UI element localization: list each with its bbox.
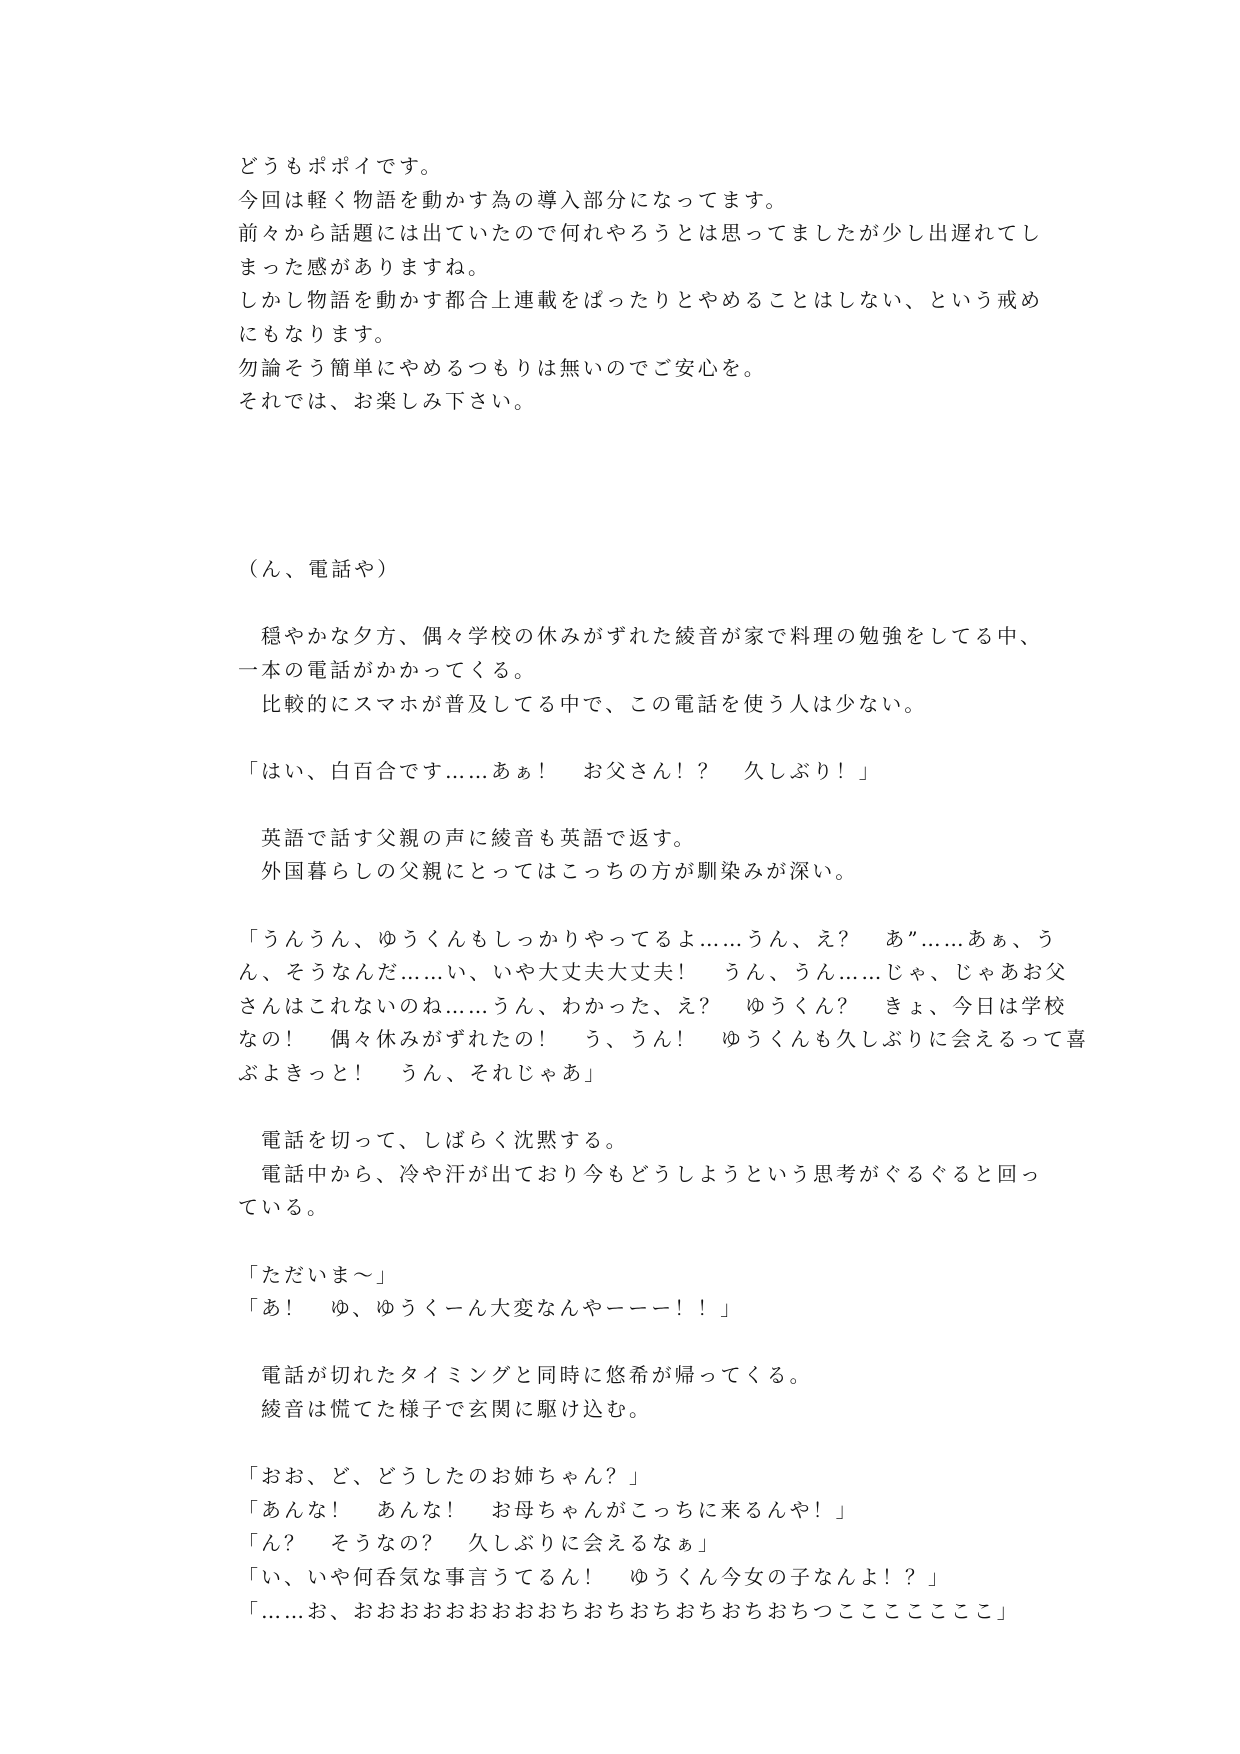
text-line bbox=[238, 1326, 1018, 1360]
text-line: それでは、お楽しみ下さい。 bbox=[238, 389, 537, 414]
text-line: 綾音は慌てた様子で玄関に駆け込む。 bbox=[238, 1396, 652, 1421]
text-line: 電話を切って、しばらく沈黙する。 bbox=[238, 1128, 629, 1153]
text-line bbox=[238, 1225, 1018, 1259]
text-line bbox=[238, 520, 1018, 554]
text-line: 比較的にスマホが普及してる中で、この電話を使う人は少ない。 bbox=[238, 691, 928, 716]
text-line: さんはこれないのね……うん、わかった、え？ ゆうくん？ きょ、今日は学校 bbox=[238, 993, 1068, 1018]
text-line: 「ただいま～」 bbox=[238, 1262, 399, 1287]
text-line bbox=[238, 1091, 1018, 1125]
text-line: なの！ 偶々休みがずれたの！ う、うん！ ゆうくんも久しぶりに会えるって喜 bbox=[238, 1027, 1089, 1052]
text-line: 今回は軽く物語を動かす為の導入部分になってます。 bbox=[238, 187, 789, 212]
text-line: ん、そうなんだ……い、いや大丈夫大丈夫！ うん、うん……じゃ、じゃあお父 bbox=[238, 960, 1069, 985]
text-line: 「おお、ど、どうしたのお姉ちゃん？」 bbox=[238, 1464, 652, 1489]
text-line: 「……お、おおおおおおおおおちおちおちおちおちおちつこここここここ」 bbox=[238, 1598, 1020, 1623]
text-line: ぶよきっと！ うん、それじゃあ」 bbox=[238, 1061, 608, 1086]
text-line: 「あんな！ あんな！ お母ちゃんがこっちに来るんや！」 bbox=[238, 1497, 859, 1522]
text-line: 穏やかな夕方、偶々学校の休みがずれた綾音が家で料理の勉強をしてる中、 bbox=[238, 624, 1043, 649]
text-line bbox=[238, 788, 1018, 822]
text-line: 電話中から、冷や汗が出ており今もどうしようという思考がぐるぐると回っ bbox=[238, 1161, 1043, 1186]
text-line bbox=[238, 419, 1018, 453]
text-line: どうもポポイです。 bbox=[238, 154, 444, 178]
text-line bbox=[238, 721, 1018, 755]
text-line: （ん、電話や） bbox=[238, 557, 401, 582]
text-line: 「ん？ そうなの？ 久しぶりに会えるなぁ」 bbox=[238, 1531, 721, 1556]
text-line: 「あ！ ゆ、ゆうくーん大変なんやーーー！！」 bbox=[238, 1296, 744, 1321]
body-text bbox=[238, 150, 1089, 1628]
text-line: ている。 bbox=[238, 1195, 330, 1220]
text-line: 外国暮らしの父親にとってはこっちの方が馴染みが深い。 bbox=[238, 859, 859, 884]
text-line: 電話が切れたタイミングと同時に悠希が帰ってくる。 bbox=[238, 1363, 813, 1388]
text-line bbox=[238, 587, 1018, 621]
text-line: 勿論そう簡単にやめるつもりは無いのでご安心を。 bbox=[238, 355, 767, 380]
text-line: 「い、いや何呑気な事言うてるん！ ゆうくん今女の子なんよ！？」 bbox=[238, 1564, 951, 1589]
text-line bbox=[238, 1427, 1018, 1461]
text-line: まった感がありますね。 bbox=[238, 254, 491, 279]
text-line: 「うんうん、ゆうくんもしっかりやってるよ……うん、え？ あ”……あぁ、う bbox=[238, 926, 1059, 951]
text-line: 「はい、白百合です……あぁ！ お父さん！？ 久しぶり！」 bbox=[238, 758, 882, 783]
text-line: 一本の電話がかかってくる。 bbox=[238, 657, 537, 682]
text-line: 前々から話題には出ていたので何れやろうとは思ってましたが少し出遅れてし bbox=[238, 221, 1043, 246]
text-line bbox=[238, 452, 1018, 486]
text-line bbox=[238, 889, 1018, 923]
text-line: 英語で話す父親の声に綾音も英語で返す。 bbox=[238, 825, 697, 850]
text-line bbox=[238, 486, 1018, 520]
text-line: にもなります。 bbox=[238, 321, 398, 346]
text-line: しかし物語を動かす都合上連載をぱったりとやめることはしない、という戒め bbox=[238, 288, 1043, 313]
